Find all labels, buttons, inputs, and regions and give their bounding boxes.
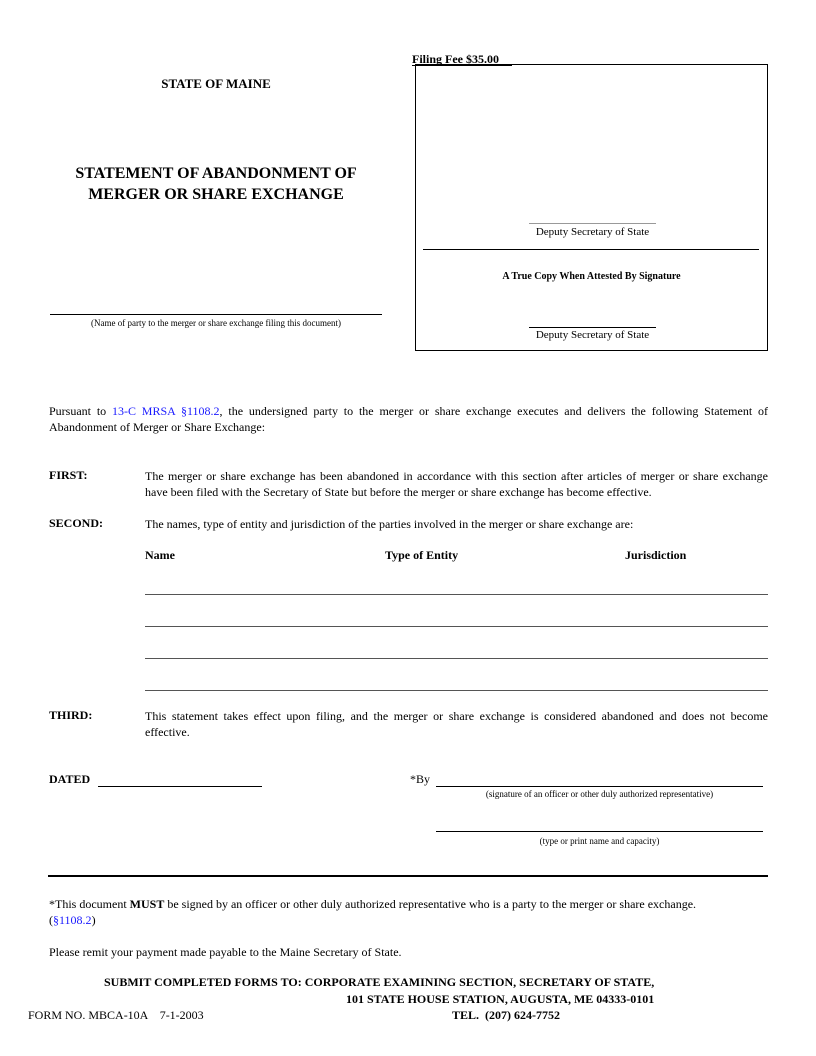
official-use-box xyxy=(415,64,768,351)
dated-label: DATED xyxy=(49,772,91,786)
filing-fee: Filing Fee $35.00 xyxy=(412,52,499,66)
note-suffix: be signed by an officer or other duly authorized representative who is a party to the merger or share exchange. xyxy=(164,897,697,911)
deputy-label-1: Deputy Secretary of State xyxy=(535,226,650,238)
submit-line-1: SUBMIT COMPLETED FORMS TO: CORPORATE EXAMINING SECTION, SECRETARY OF STATE, xyxy=(104,975,655,989)
third-text: This statement takes effect upon filing, and the merger or share exchange is considered abandoned and does not become effective. xyxy=(145,709,768,739)
signature-note xyxy=(49,896,768,928)
title-line-1: STATEMENT OF ABANDONMENT OF xyxy=(75,165,357,182)
state-heading: STATE OF MAINE xyxy=(161,76,271,91)
official-box-divider xyxy=(423,249,759,250)
intro-paragraph xyxy=(49,403,768,435)
second-text: The names, type of entity and jurisdiction of the parties involved in the merger or share exchange are: xyxy=(145,517,634,531)
signature-caption: (signature of an officer or other duly authorized representative) xyxy=(485,789,714,799)
column-jurisdiction-header: Jurisdiction xyxy=(625,548,687,562)
intro-suffix: , the undersigned party to the merger or share exchange executes and delivers the following Statement of Abandonment of Merger or Share Exchange: xyxy=(49,404,768,434)
form-number: FORM NO. MBCA-10A 7-1-2003 xyxy=(28,1008,204,1022)
note-statute-link[interactable]: §1108.2 xyxy=(53,913,92,927)
by-label: *By xyxy=(410,772,431,786)
deputy-signature-line-2 xyxy=(529,327,656,328)
remit-text: Please remit your payment made payable to the Maine Secretary of State. xyxy=(49,945,402,959)
footer-divider xyxy=(48,875,768,877)
signature-field[interactable] xyxy=(436,786,763,787)
column-name-header: Name xyxy=(145,548,175,562)
dated-field[interactable] xyxy=(98,786,262,787)
party-entry-line[interactable] xyxy=(145,658,768,659)
statute-link[interactable]: 13-C MRSA §1108.2 xyxy=(111,404,220,418)
party-name-field[interactable] xyxy=(50,314,382,315)
attest-text: A True Copy When Attested By Signature xyxy=(502,271,681,282)
party-name-caption: (Name of party to the merger or share exchange filing this document) xyxy=(91,318,341,328)
first-label: FIRST: xyxy=(49,468,88,482)
document-title xyxy=(50,163,382,205)
intro-prefix: Pursuant to xyxy=(49,404,112,418)
first-text: The merger or share exchange has been abandoned in accordance with this section after articles of merger or share exchange have been filed with the Secretary of State but before the merger or share exchange has become effective. xyxy=(145,469,768,499)
note-prefix: *This document xyxy=(49,897,130,911)
title-line-2: MERGER OR SHARE EXCHANGE xyxy=(88,186,344,203)
deputy-signature-line-1 xyxy=(529,223,656,224)
second-label: SECOND: xyxy=(49,516,104,530)
note-paren-close: ) xyxy=(91,913,96,927)
telephone: TEL. (207) 624-7752 xyxy=(452,1008,560,1022)
note-paren-open: ( xyxy=(49,913,53,927)
column-type-header: Type of Entity xyxy=(385,548,459,562)
submit-line-2: 101 STATE HOUSE STATION, AUGUSTA, ME 04333-0101 xyxy=(346,992,655,1006)
printed-name-field[interactable] xyxy=(436,831,763,832)
deputy-label-2: Deputy Secretary of State xyxy=(535,329,650,341)
party-entry-line[interactable] xyxy=(145,690,768,691)
note-must: MUST xyxy=(129,897,165,911)
party-entry-line[interactable] xyxy=(145,594,768,595)
printed-name-caption: (type or print name and capacity) xyxy=(539,836,660,846)
third-label: THIRD: xyxy=(49,708,93,722)
party-entry-line[interactable] xyxy=(145,626,768,627)
